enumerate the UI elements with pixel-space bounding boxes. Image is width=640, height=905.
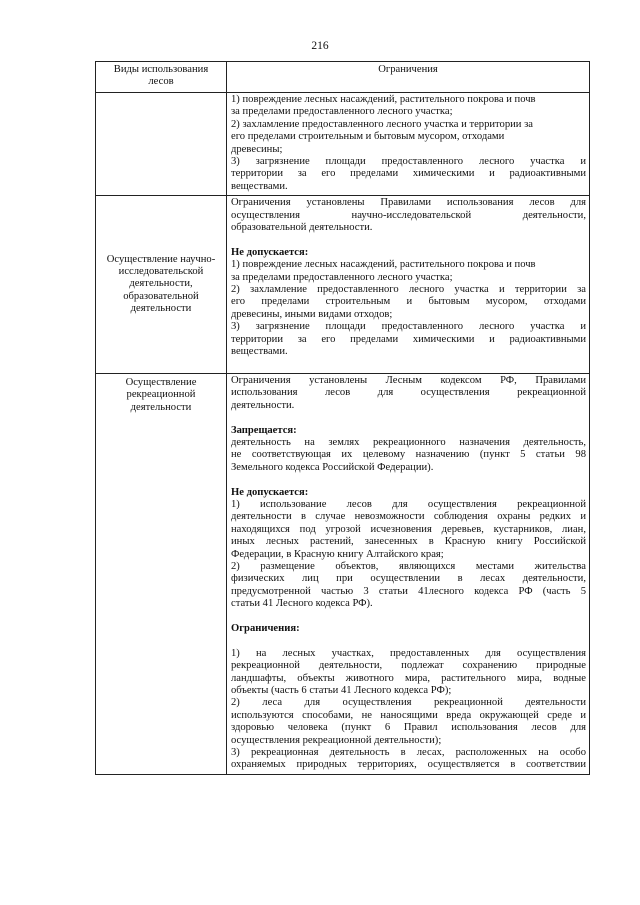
text-line: находящихся под угрозой исчезновения деревьев, кустарников, лиан, — [231, 523, 586, 535]
paragraph-gap — [231, 635, 586, 647]
text-line: осуществления рекреационной деятельности); — [231, 734, 442, 746]
text-line: территории за его пределами химическими и радиоактивными — [231, 333, 586, 345]
paragraph-gap — [231, 611, 586, 623]
text-line: физических лиц при осуществлении в лесах деятельности, — [231, 573, 586, 585]
section-heading: Не допускается: — [231, 246, 309, 258]
header-restrictions: Ограничения — [227, 62, 590, 93]
text-line: 3) загрязнение площади предоставленного лесного участка и — [231, 321, 586, 333]
text-line: объекты (часть 6 статьи 41 Лесного кодекса РФ); — [231, 685, 452, 696]
paragraph-gap — [231, 412, 586, 424]
row-research-education — [96, 196, 590, 374]
restrictions-cell — [227, 373, 590, 774]
text-line: территории за его пределами химическими и радиоактивными — [231, 168, 586, 180]
text-line: осуществления научно-исследовательской деятельности, — [231, 209, 586, 221]
restrictions-table — [95, 61, 590, 775]
text-line: деятельность на землях рекреационного назначения деятельность, — [231, 436, 586, 448]
forest-use-type-cell — [96, 93, 227, 196]
text-line: древесины, иными видами отходов; — [231, 308, 393, 320]
section-heading: Ограничения: — [231, 622, 300, 634]
paragraph-gap — [231, 234, 586, 246]
text-line: Федерации, в Красную книгу Алтайского края; — [231, 548, 444, 560]
paragraph-gap — [231, 474, 586, 486]
text-line: здоровью человека (пункт 6 Правил использования лесов для — [231, 722, 586, 734]
text-line: Ограничения установлены Лесным кодексом РФ, Правилами — [231, 374, 586, 386]
page-number: 216 — [311, 40, 329, 52]
paragraph-gap — [231, 359, 586, 371]
text-line: веществами. — [231, 346, 288, 358]
section-heading: Не допускается: — [231, 486, 309, 498]
text-line: статьи 41 Лесного кодекса РФ). — [231, 598, 373, 610]
section-heading: Запрещается: — [231, 424, 297, 436]
forest-use-type-cell: Осуществление научно-исследовательской деятельности, образовательной деятельности — [96, 196, 227, 374]
text-line: образовательной деятельности. — [231, 222, 373, 234]
text-line: его пределами строительным и бытовым мусором, отходами — [231, 131, 505, 143]
text-line: охраняемых природных территориях, осуществляется в соответствии — [231, 759, 586, 771]
text-line: за пределами предоставленного лесного участка; — [231, 271, 453, 283]
text-line: 1) на лесных участках, предоставленных для осуществления — [231, 647, 586, 659]
text-line: 2) леса для осуществления рекреационной деятельности — [231, 697, 586, 709]
text-line: за пределами предоставленного лесного участка; — [231, 106, 453, 118]
text-line: 2) размещение объектов, являющихся местами жительства — [231, 560, 586, 572]
table-header-row — [96, 62, 590, 93]
text-line: рекреационной деятельности, подлежат сохранению природные — [231, 660, 586, 672]
text-line: 1) повреждение лесных насаждений, растительного покрова и почв — [231, 259, 536, 271]
forest-use-type-cell: Осуществление рекреационной деятельности — [96, 373, 227, 774]
text-line: его пределами строительным и бытовым мусором, отходами — [231, 296, 586, 308]
text-line: Земельного кодекса Российской Федерации). — [231, 461, 434, 473]
restrictions-cell — [227, 93, 590, 196]
text-line: 2) захламление предоставленного лесного участка и территории за — [231, 284, 586, 296]
text-line: используются способами, не наносящими вреда окружающей среде и — [231, 709, 586, 721]
row-recreation — [96, 373, 590, 774]
text-line: не соответствующая их целевому назначению (пункт 5 статьи 98 — [231, 449, 586, 461]
text-line: иных лесных растений, занесенных в Красную книгу Российской — [231, 536, 586, 548]
text-line: 1) использование лесов для осуществления рекреационной — [231, 498, 586, 510]
text-line: предусмотренной частью 3 статьи 41лесного кодекса РФ (часть 5 — [231, 585, 586, 597]
restrictions-cell — [227, 196, 590, 374]
text-line: деятельности. — [231, 399, 295, 411]
text-line: использования лесов для осуществления рекреационной — [231, 387, 586, 399]
text-line: 1) повреждение лесных насаждений, растительного покрова и почв — [231, 94, 536, 105]
row-continuation — [96, 93, 590, 196]
header-forest-use-types: Виды использования лесов — [96, 62, 227, 93]
text-line: деятельности в случае невозможности соблюдения охраны редких и — [231, 511, 586, 523]
text-line: веществами. — [231, 180, 288, 192]
text-line: 3) загрязнение площади предоставленного лесного участка и — [231, 156, 586, 168]
text-line: 2) захламление предоставленного лесного участка и территории за — [231, 118, 533, 130]
text-line: 3) рекреационная деятельность в лесах, расположенных на особо — [231, 747, 586, 759]
text-line: Ограничения установлены Правилами использования лесов для — [231, 197, 586, 209]
text-line: ландшафты, объекты животного мира, растительного мира, водные — [231, 672, 586, 684]
text-line: древесины; — [231, 143, 283, 155]
